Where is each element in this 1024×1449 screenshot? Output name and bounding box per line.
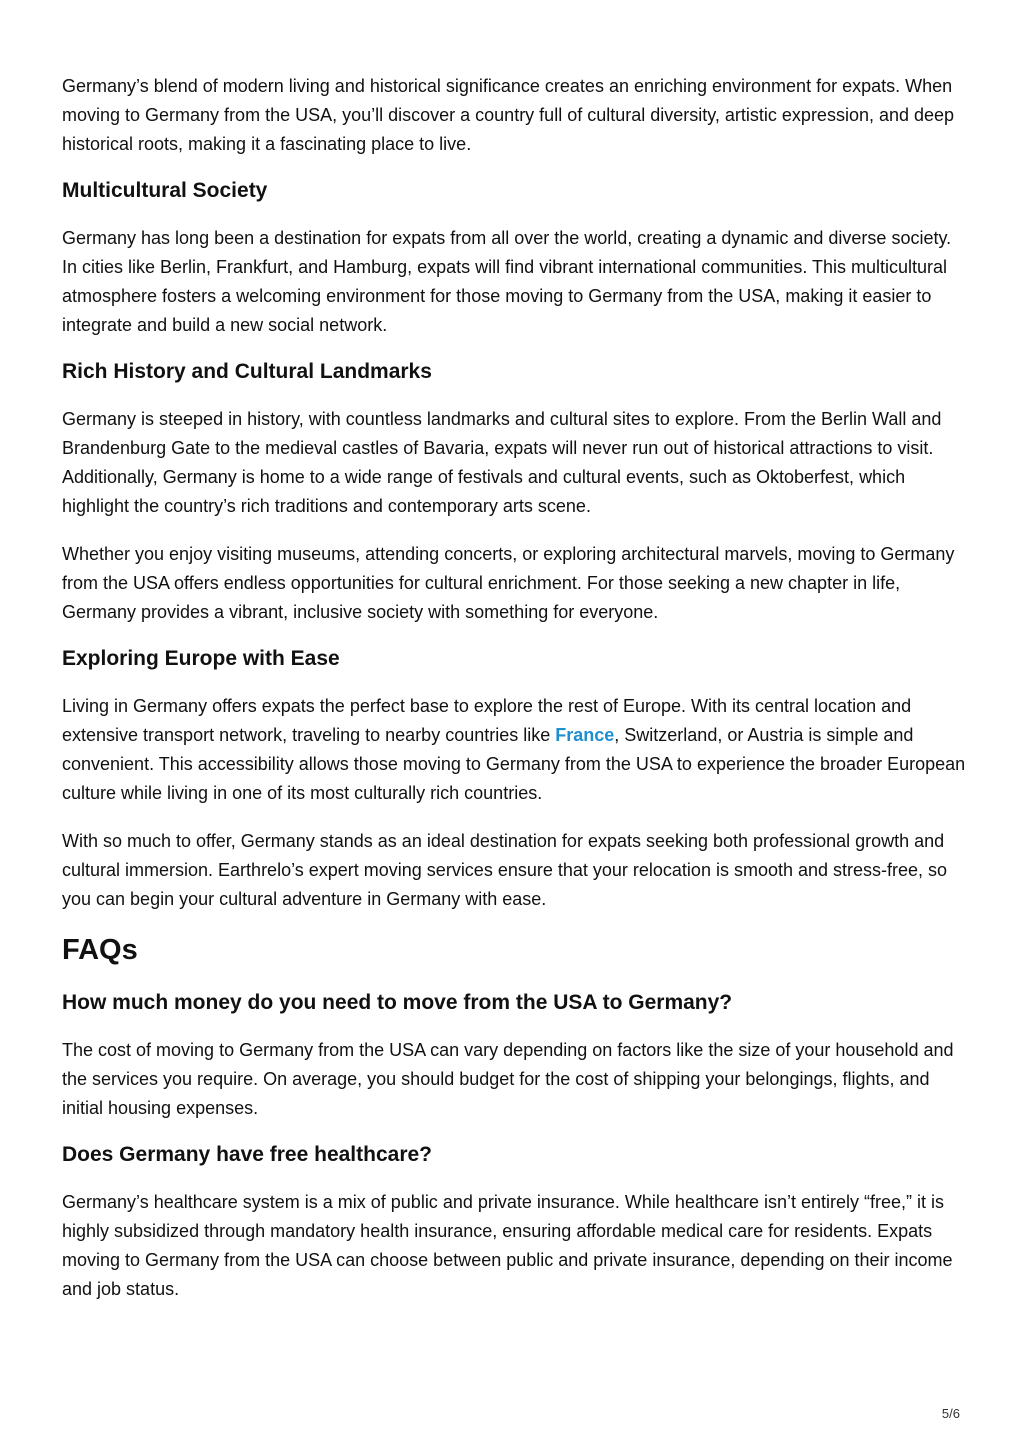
- section-paragraph: Germany is steeped in history, with countless landmarks and cultural sites to explore. From the Berlin Wall and Brandenburg Gate to the medieval castles of Bavaria, expats will never run out of historical attractions to visit. Additionally, Germany is home to a wide range of festivals and cultural events, such as Oktoberfest, which highlight the country’s rich traditions and contemporary arts scene.: [62, 409, 942, 516]
- section-heading-europe: Exploring Europe with Ease: [62, 647, 340, 670]
- paragraph-text: , Switzerland, or Austria is simple and convenient. This accessibility allows those moving to Germany from the USA to experience the broader European culture while living in one of its most culturally rich countries.: [62, 725, 966, 803]
- intro-paragraph: Germany’s blend of modern living and historical significance creates an enriching environment for expats. When moving to Germany from the USA, you’ll discover a country full of cultural diversity, artistic expression, and deep historical roots, making it a fascinating place to live.: [62, 76, 955, 154]
- faqs-title: FAQs: [62, 934, 138, 966]
- faq-answer: Germany’s healthcare system is a mix of public and private insurance. While healthcare isn’t entirely “free,” it is highly subsidized through mandatory health insurance, ensuring affordable medical care for residents. Expats moving to Germany from the USA can choose between public and private insurance, depending on their income and job status.: [62, 1192, 953, 1299]
- document-page: [62, 72, 967, 1323]
- faq-question: How much money do you need to move from the USA to Germany?: [62, 991, 733, 1014]
- faq-question: Does Germany have free healthcare?: [62, 1143, 433, 1166]
- faq-answer: The cost of moving to Germany from the USA can vary depending on factors like the size of your household and the services you require. On average, you should budget for the cost of shipping your belongings, flights, and initial housing expenses.: [62, 1040, 954, 1118]
- section-paragraph: Whether you enjoy visiting museums, attending concerts, or exploring architectural marvels, moving to Germany from the USA offers endless opportunities for cultural enrichment. For those seeking a new chapter in life, Germany provides a vibrant, inclusive society with something for everyone.: [62, 544, 955, 622]
- section-paragraph: With so much to offer, Germany stands as an ideal destination for expats seeking both professional growth and cultural immersion. Earthrelo’s expert moving services ensure that your relocation is smooth and stress-free, so you can begin your cultural adventure in Germany with ease.: [62, 831, 948, 909]
- page-number: 5/6: [941, 1406, 960, 1421]
- france-link[interactable]: France: [555, 725, 615, 745]
- paragraph-text: Living in Germany offers expats the perfect base to explore the rest of Europe. With its central location and extensive transport network, traveling to nearby countries like: [62, 696, 912, 745]
- section-paragraph: Germany has long been a destination for expats from all over the world, creating a dynamic and diverse society. In cities like Berlin, Frankfurt, and Hamburg, expats will find vibrant international communities. This multicultural atmosphere fosters a welcoming environment for those moving to Germany from the USA, making it easier to integrate and build a new social network.: [62, 228, 952, 335]
- section-paragraph-with-link: [62, 692, 967, 808]
- section-heading-history: Rich History and Cultural Landmarks: [62, 360, 432, 383]
- section-heading-multicultural: Multicultural Society: [62, 179, 268, 202]
